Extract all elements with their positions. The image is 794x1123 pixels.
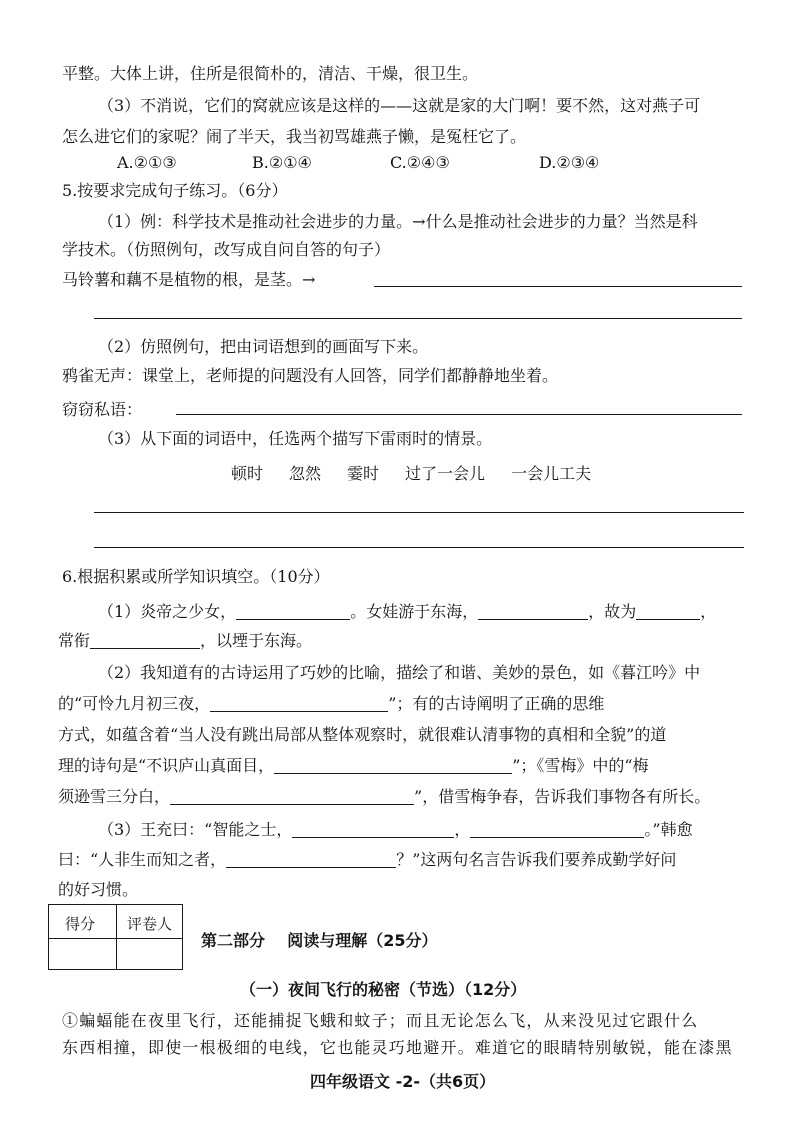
q4-option-d: D.②③④ xyxy=(539,153,600,172)
q6-p2-line-3: 方式，如蕴含着“当人没有跳出局部从整体观察时，就很难认清事物的真相和全貌”的道 xyxy=(58,725,667,744)
word-option: 一会儿工夫 xyxy=(511,464,592,483)
q6-title: 6.根据积累或所学知识填空。（10分） xyxy=(62,567,330,586)
q5-p1-line-1: （1）例：科学技术是推动社会进步的力量。→什么是推动社会进步的力量？当然是科 xyxy=(98,212,698,231)
blank[interactable] xyxy=(274,757,512,774)
blank[interactable] xyxy=(636,603,700,620)
answer-line[interactable] xyxy=(94,547,744,548)
text: ”，借雪梅争春，告诉我们事物各有所长。 xyxy=(414,787,711,806)
q4-option-c: C.②④③ xyxy=(390,153,450,172)
text: 。女娃游于东海， xyxy=(350,602,479,621)
text: ”；《雪梅》中的“梅 xyxy=(512,756,649,775)
q5-p3-line-1: （3）从下面的词语中，任选两个描写下雷雨时的情景。 xyxy=(98,429,493,448)
word-option: 过了一会儿 xyxy=(405,464,486,483)
blank[interactable] xyxy=(236,603,350,620)
passage-line-2: 东西相撞，即使一根极细的电线，它也能灵巧地避开。难道它的眼睛特别敏锐，能在漆黑 xyxy=(62,1038,733,1057)
q6-p3-line-2 xyxy=(58,850,676,870)
text: 常衔 xyxy=(58,631,91,650)
text: 的“可怜九月初三夜， xyxy=(58,694,211,713)
text: ，以堙于东海。 xyxy=(200,631,313,650)
answer-line[interactable] xyxy=(94,318,742,319)
q6-p1-line-1 xyxy=(98,602,716,622)
q4-line-3: 怎么进它们的家呢？闹了半天，我当初骂雄燕子懒，是冤枉它了。 xyxy=(62,127,527,146)
q5-p2-example: 鸦雀无声：课堂上，老师提的问题没有人回答，同学们都静静地坐着。 xyxy=(62,366,559,385)
text: 须逊雪三分白， xyxy=(58,787,171,806)
q5-p1-prompt: 马铃薯和藕不是植物的根，是茎。→ xyxy=(62,270,316,289)
text: ， xyxy=(700,602,717,621)
q5-title: 5.按要求完成句子练习。（6分） xyxy=(62,181,288,200)
grader-label: 评卷人 xyxy=(127,915,173,933)
q6-p2-line-5 xyxy=(58,787,710,807)
text: ， xyxy=(454,820,471,839)
answer-line[interactable] xyxy=(176,414,742,415)
part-two-title: 第二部分 阅读与理解（25分） xyxy=(201,931,438,950)
divider xyxy=(116,905,117,969)
q4-option-a: A.②①③ xyxy=(117,153,177,172)
text: 理的诗句是“不识庐山真面目， xyxy=(58,756,275,775)
q6-p3-line-3: 的好习惯。 xyxy=(58,880,139,899)
text: （3）王充曰：“智能之士， xyxy=(98,820,293,839)
answer-line[interactable] xyxy=(94,512,744,513)
blank[interactable] xyxy=(478,603,588,620)
q6-p2-line-4 xyxy=(58,756,649,776)
text: ？”这两句名言告诉我们要养成勤学好问 xyxy=(396,850,677,869)
blank[interactable] xyxy=(170,788,414,805)
q6-p2-line-1: （2）我知道有的古诗运用了巧妙的比喻，描绘了和谐、美妙的景色，如《暮江吟》中 xyxy=(98,663,701,682)
text: 。”韩愈 xyxy=(644,820,693,839)
blank[interactable] xyxy=(292,821,454,838)
blank[interactable] xyxy=(470,821,644,838)
blank[interactable] xyxy=(210,695,388,712)
passage-line-1: ①蝙蝠能在夜里飞行，还能捕捉飞蛾和蚊子；而且无论怎么飞，从来没见过它跟什么 xyxy=(62,1011,699,1030)
q5-p3-words xyxy=(231,464,617,484)
word-option: 忽然 xyxy=(289,464,322,483)
score-label: 得分 xyxy=(65,915,96,933)
q6-p1-line-2 xyxy=(58,631,312,651)
q4-line-1: 平整。大体上讲，住所是很简朴的，清洁、干燥，很卫生。 xyxy=(62,64,479,83)
score-box xyxy=(48,904,183,970)
q4-line-2: （3）不消说，它们的窝就应该是这样的——这就是家的大门啊！要不然，这对燕子可 xyxy=(98,96,701,115)
text: ”；有的古诗阐明了正确的思维 xyxy=(388,694,605,713)
word-option: 顿时 xyxy=(231,464,264,483)
text: （1）炎帝之少女， xyxy=(98,602,237,621)
reading-subtitle: （一）夜间飞行的秘密（节选）（12分） xyxy=(240,980,527,999)
q5-p2-line-1: （2）仿照例句，把由词语想到的画面写下来。 xyxy=(98,337,429,356)
answer-line[interactable] xyxy=(374,286,742,287)
q4-option-b: B.②①④ xyxy=(252,153,312,172)
word-option: 霎时 xyxy=(347,464,380,483)
q6-p3-line-1 xyxy=(98,820,693,840)
page-footer: 四年级语文 -2-（共6页） xyxy=(310,1072,496,1091)
q6-p2-line-2 xyxy=(58,694,604,714)
text: 曰：“人非生而知之者， xyxy=(58,850,227,869)
q5-p2-prompt: 窃窃私语： xyxy=(62,400,143,419)
divider xyxy=(49,938,182,939)
blank[interactable] xyxy=(90,632,200,649)
q5-p1-line-2: 学技术。（仿照例句，改写成自问自答的句子） xyxy=(62,240,391,259)
text: ，故为 xyxy=(588,602,637,621)
blank[interactable] xyxy=(226,851,396,868)
